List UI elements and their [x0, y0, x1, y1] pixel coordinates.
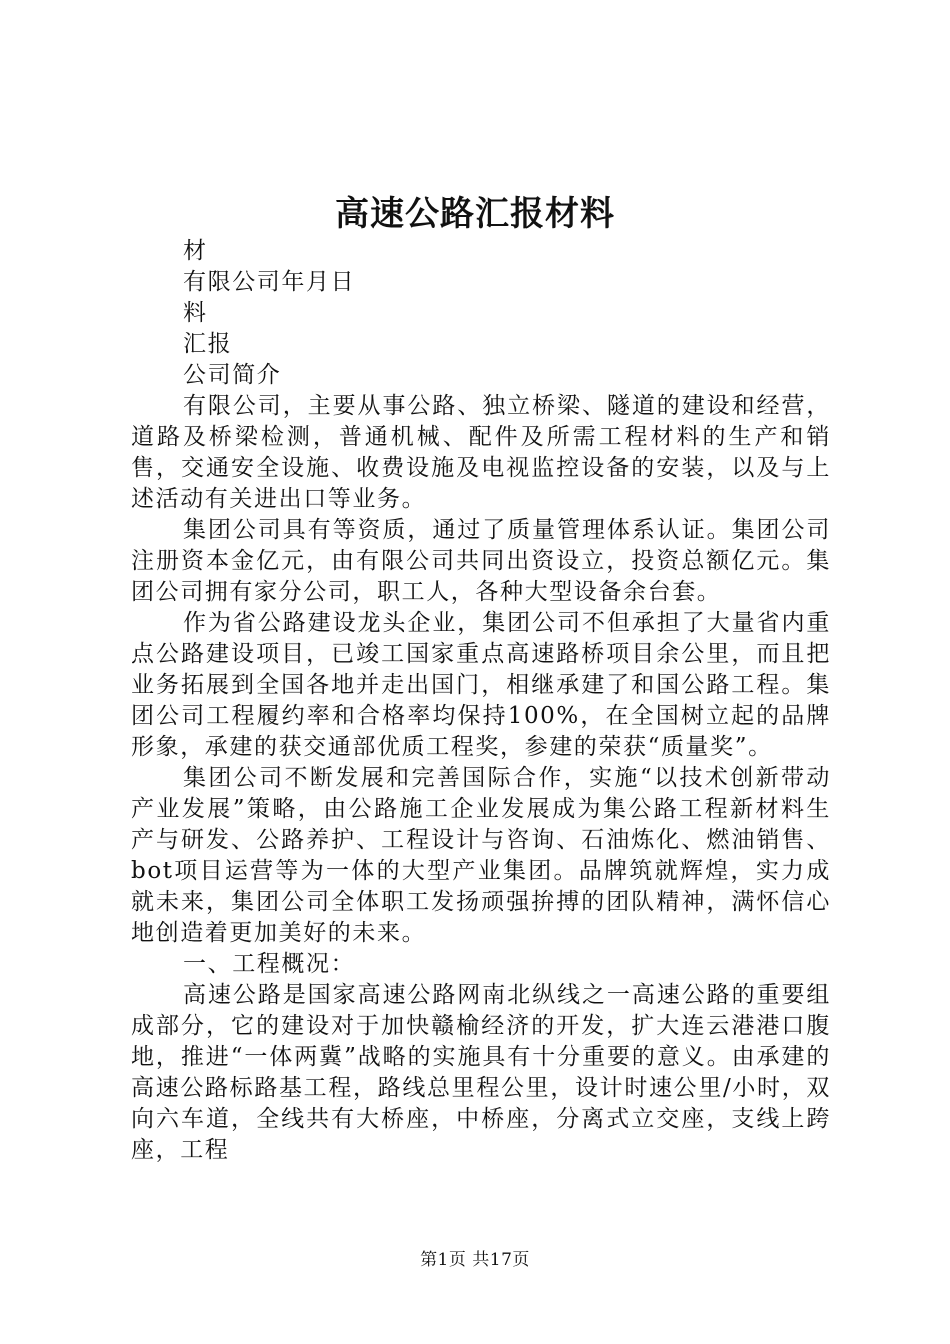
section-heading-company-intro: 公司简介 — [183, 362, 282, 388]
document-title: 高速公路汇报材料 — [335, 194, 615, 234]
heading-line: 材 — [183, 238, 208, 264]
paragraph: 作为省公路建设龙头企业，集团公司不但承担了大量省内重点公路建设项目，已竣工国家重点高速路桥项目余公里，而且把业务拓展到全国各地并走出国门，相继承建了和国公路工程。集团公司工程履约率和合格率均保持100%，在全国树立起的品牌形象，承建的获交通部优质工程奖，参建的荣获“质量奖”。 — [131, 610, 831, 760]
heading-line: 料 — [183, 300, 208, 326]
paragraph: 集团公司具有等资质，通过了质量管理体系认证。集团公司注册资本金亿元，由有限公司共同出资设立，投资总额亿元。集团公司拥有家分公司，职工人，各种大型设备余台套。 — [131, 517, 831, 605]
paragraph: 有限公司，主要从事公路、独立桥梁、隧道的建设和经营，道路及桥梁检测，普通机械、配件及所需工程材料的生产和销售，交通安全设施、收费设施及电视监控设备的安装，以及与上述活动有关进出口等业务。 — [131, 393, 831, 512]
heading-line: 汇报 — [183, 331, 233, 357]
page-footer: 第1页 共17页 — [420, 1250, 530, 1270]
document-body — [131, 236, 831, 1166]
paragraph: 高速公路是国家高速公路网南北纵线之一高速公路的重要组成部分，它的建设对于加快赣榆经济的开发，扩大连云港港口腹地，推进“一体两冀”战略的实施具有十分重要的意义。由承建的高速公路标路基工程，路线总里程公里，设计时速公里/小时，双向六车道，全线共有大桥座，中桥座，分离式立交座，支线上跨座，工程 — [131, 982, 831, 1163]
section-heading-project-overview: 一、工程概况： — [183, 951, 356, 977]
heading-line: 有限公司年月日 — [183, 269, 356, 295]
paragraph: 集团公司不断发展和完善国际合作，实施“以技术创新带动产业发展”策略，由公路施工企业发展成为集公路工程新材料生产与研发、公路养护、工程设计与咨询、石油炼化、燃油销售、bot项目运营等为一体的大型产业集团。品牌筑就辉煌，实力成就未来，集团公司全体职工发扬顽强拚搏的团队精神，满怀信心地创造着更加美好的未来。 — [131, 765, 831, 946]
